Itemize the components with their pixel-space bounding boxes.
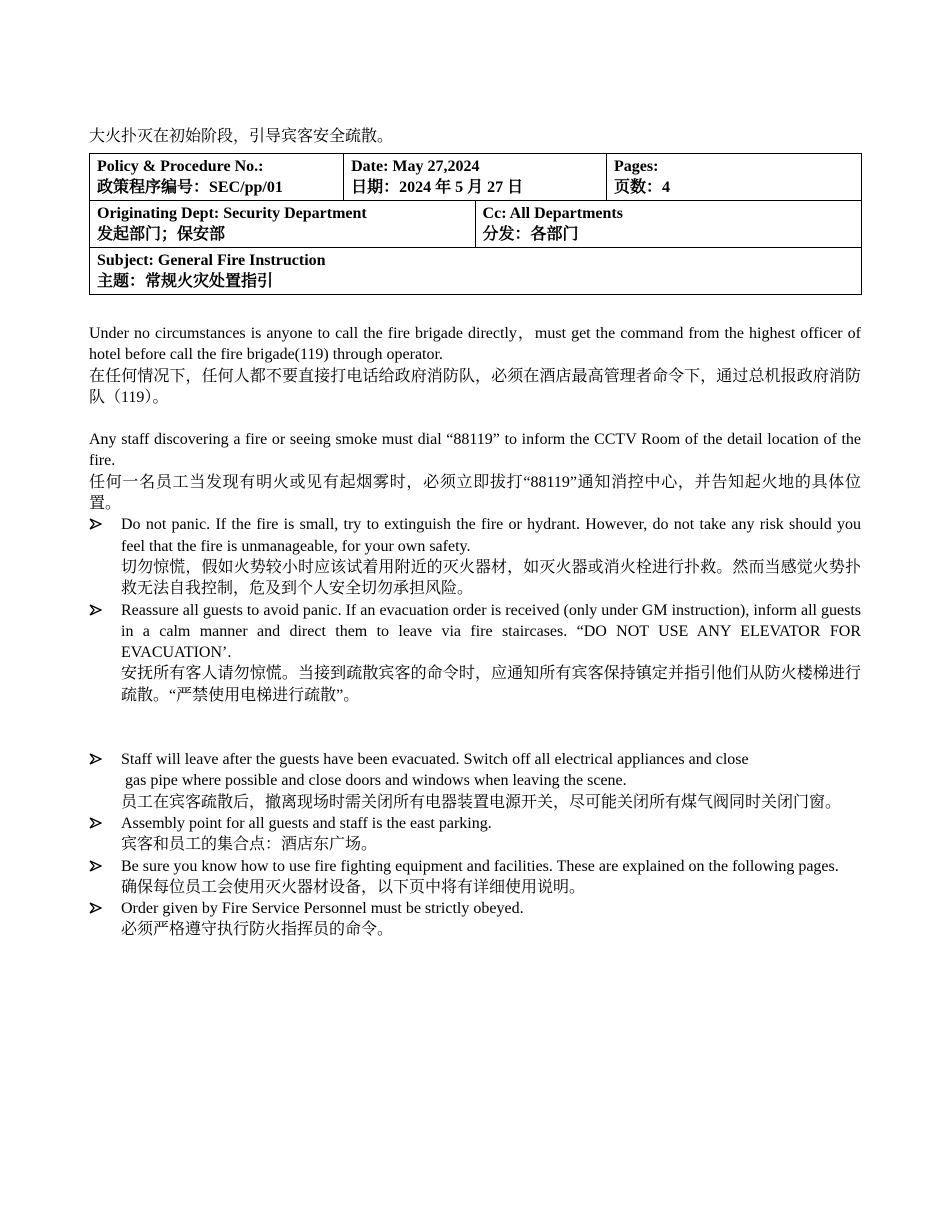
arrow-bullet-icon <box>89 749 105 765</box>
para-discover-fire-en: Any staff discovering a fire or seeing smoke must dial “88119” to inform the CCTV Room of the detail location of the fire. <box>89 431 861 470</box>
subject-cell <box>90 248 862 295</box>
dept-cn: 发起部门；保安部 <box>97 226 226 243</box>
para-discover-fire-cn: 任何一名员工当发现有明火或见有起烟雾时，必须立即拔打“88119”通知消控中心，并告知起火地的具体位置。 <box>89 473 861 513</box>
arrow-bullet-icon <box>89 813 105 829</box>
item-en-line2: gas pipe where possible and close doors and windows when leaving the scene. <box>121 772 627 790</box>
arrow-bullet-icon <box>89 600 105 616</box>
item-cn: 切勿惊慌，假如火势较小时应该试着用附近的灭火器材，如灭火器或消火栓进行扑救。然而当感觉火势扑救无法自我控制，危及到个人安全切勿承担风险。 <box>121 558 861 598</box>
intro-line: 大火扑灭在初始阶段，引导宾客安全疏散。 <box>89 128 394 145</box>
policy-number-en: Policy & Procedure No.: <box>97 158 264 175</box>
item-en: Do not panic. If the fire is small, try to extinguish the fire or hydrant. However, do not take any risk should you feel that the fire is unmanageable, for your own safety. <box>121 516 861 555</box>
item-cn: 必须严格遵守执行防火指挥员的命令。 <box>121 921 394 939</box>
document-body <box>89 323 861 941</box>
arrow-bullet-icon <box>89 514 105 530</box>
pages-en: Pages: <box>614 158 659 175</box>
item-cn: 确保每位员工会使用灭火器材设备，以下页中将有详细使用说明。 <box>121 878 586 896</box>
cc-cn: 分发：各部门 <box>482 226 579 243</box>
list-item <box>89 813 861 856</box>
policy-header-table <box>89 153 862 295</box>
dept-en: Originating Dept: Security Department <box>97 205 367 222</box>
list-item <box>89 898 861 941</box>
pages-cn: 页数：4 <box>614 179 671 196</box>
policy-number-cell <box>90 154 344 201</box>
item-en: Assembly point for all guests and staff is the east parking. <box>121 814 492 832</box>
subject-cn: 主题：常规火灾处置指引 <box>97 273 274 290</box>
originating-dept-cell <box>90 201 476 248</box>
item-en: Be sure you know how to use fire fighting equipment and facilities. These are explained on the following pages. <box>121 857 839 875</box>
arrow-bullet-icon <box>89 898 105 914</box>
para-call-brigade-cn: 在任何情况下，任何人都不要直接打电话给政府消防队，必须在酒店最高管理者命令下，通过总机报政府消防队（119）。 <box>89 367 861 406</box>
item-cn: 安抚所有客人请勿惊慌。当接到疏散宾客的命令时，应通知所有宾客保持镇定并指引他们从防火楼梯进行疏散。“严禁使用电梯进行疏散”。 <box>121 665 861 704</box>
list-item <box>89 749 861 813</box>
item-cn: 宾客和员工的集合点：酒店东广场。 <box>121 836 378 854</box>
instruction-list-a <box>89 514 861 706</box>
item-cn: 员工在宾客疏散后，撤离现场时需关闭所有电器装置电源开关，尽可能关闭所有煤气阀同时关闭门窗。 <box>121 793 842 811</box>
cc-en: Cc: All Departments <box>482 205 623 222</box>
cc-cell <box>475 201 861 248</box>
subject-en: Subject: General Fire Instruction <box>97 252 326 269</box>
list-item <box>89 514 861 599</box>
date-cell <box>344 154 607 201</box>
item-en: Reassure all guests to avoid panic. If an evacuation order is received (only under GM instruction), inform all guests in a calm manner and direct them to leave via fire staircases. “DO NOT USE ANY ELEVATOR FOR EVACUATION’. <box>121 601 861 662</box>
para-call-brigade-en: Under no circumstances is anyone to call the fire brigade directly，must get the command from the highest officer of hotel before call the fire brigade(119) through operator. <box>89 325 861 364</box>
list-item <box>89 856 861 899</box>
policy-number-cn: 政策程序编号：SEC/pp/01 <box>97 179 283 196</box>
list-item <box>89 600 861 706</box>
arrow-bullet-icon <box>89 856 105 872</box>
pages-cell <box>607 154 862 201</box>
date-en: Date: May 27,2024 <box>351 158 480 175</box>
item-en: Order given by Fire Service Personnel must be strictly obeyed. <box>121 900 524 918</box>
instruction-list-b <box>89 749 861 941</box>
date-cn: 日期：2024 年 5 月 27 日 <box>351 179 524 196</box>
item-en-line1: Staff will leave after the guests have been evacuated. Switch off all electrical appliances and close <box>121 751 749 769</box>
